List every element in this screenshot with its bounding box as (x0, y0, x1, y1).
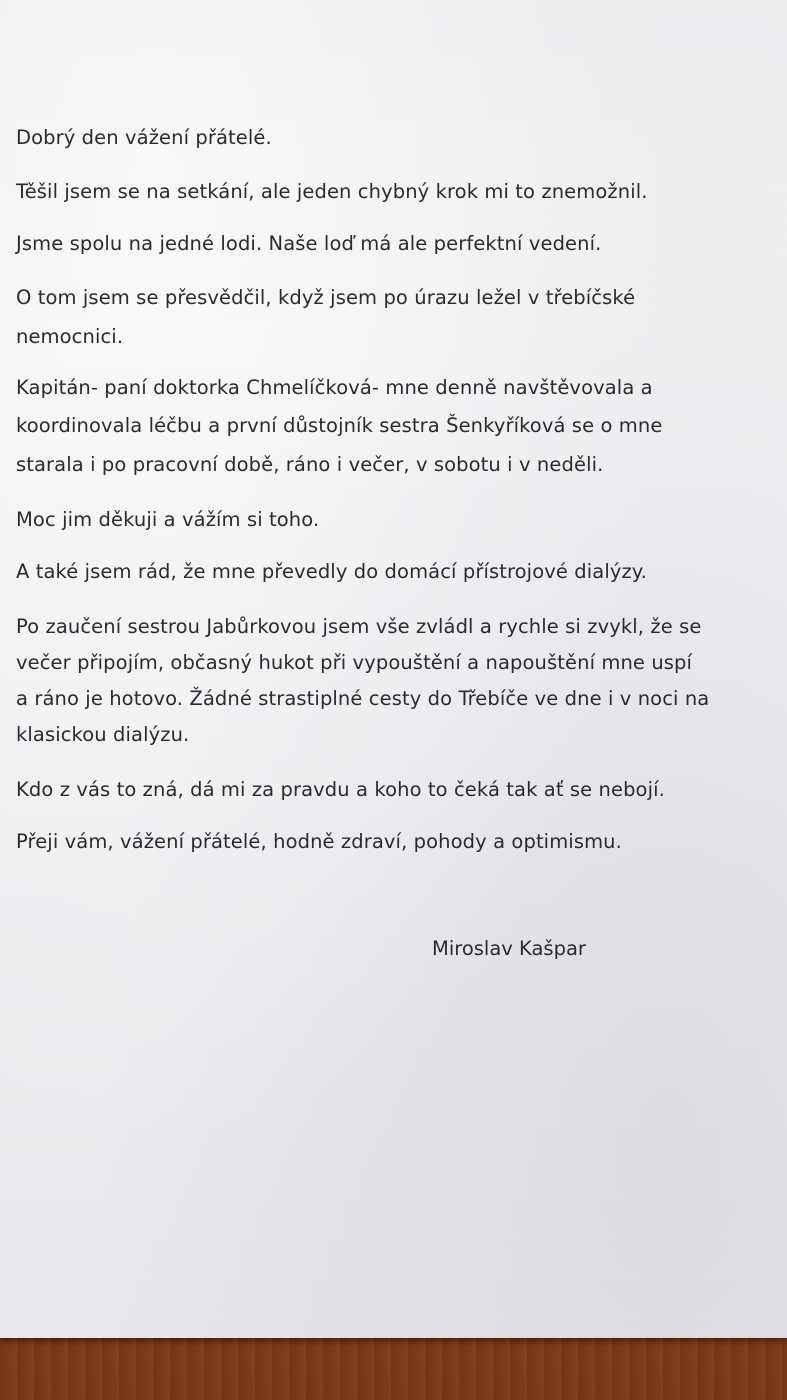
letter-line-14: Kdo z vás to zná, dá mi za pravdu a koho to čeká tak ať se nebojí. (16, 778, 665, 801)
letter-line-13: klasickou dialýzu. (16, 723, 190, 746)
greeting-line: Dobrý den vážení přátelé. (16, 126, 272, 149)
letter-line-11: večer připojím, občasný hukot při vypouštění a napouštění mne uspí (16, 651, 693, 674)
letter-line-7: starala i po pracovní době, ráno i večer, v sobotu i v neděli. (16, 453, 604, 476)
letter-line-15: Přeji vám, vážení přátelé, hodně zdraví, pohody a optimismu. (16, 830, 622, 853)
letter-line-12: a ráno je hotovo. Žádné strastiplné cesty do Třebíče ve dne i v noci na (16, 687, 710, 710)
letter-line-6: koordinovala léčbu a první důstojník sestra Šenkyříková se o mne (16, 414, 663, 437)
letter-line-10: Po zaučení sestrou Jabůrkovou jsem vše zvládl a rychle si zvykl, že se (16, 615, 702, 638)
letter-line-9: A také jsem rád, že mne převedly do domácí přístrojové dialýzy. (16, 560, 647, 583)
letter-line-5: Kapitán- paní doktorka Chmelíčková- mne denně navštěvovala a (16, 376, 653, 399)
letter-line-4: nemocnici. (16, 325, 124, 348)
letter-line-3: O tom jsem se přesvědčil, když jsem po úrazu ležel v třebíčské (16, 286, 636, 309)
wooden-table-surface (0, 1338, 787, 1400)
letter-line-1: Těšil jsem se na setkání, ale jeden chybný krok mi to znemožnil. (16, 180, 648, 203)
letter-line-2: Jsme spolu na jedné lodi. Naše loď má ale perfektní vedení. (16, 232, 602, 255)
signature: Miroslav Kašpar (432, 937, 586, 960)
letter-line-8: Moc jim děkuji a vážím si toho. (16, 508, 320, 531)
